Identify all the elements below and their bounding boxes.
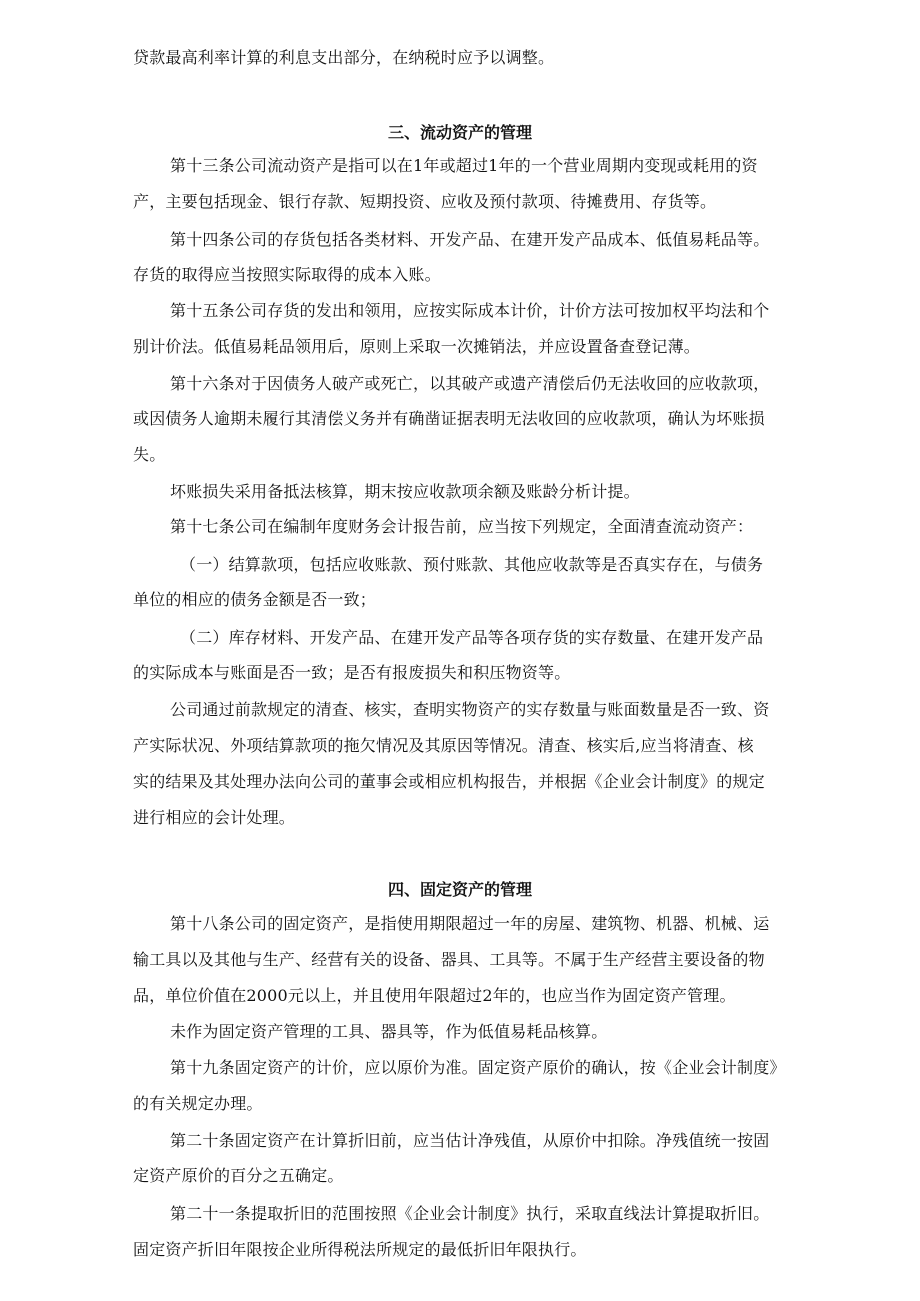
article-17-line: 第十七条公司在编制年度财务会计报告前，应当按下列规定，全面清查流动资产： [170,517,754,536]
article-18-line-3: 品，单位价值在2000元以上，并且使用年限超过2年的，也应当作为固定资产管理。 [133,986,736,1005]
article-14-line-1: 第十四条公司的存货包括各类材料、开发产品、在建开发产品成本、低值易耗品等。 [170,230,770,249]
article-16-line-2: 或因债务人逾期未履行其清偿义务并有确凿证据表明无法收回的应收款项，确认为坏账损 [133,409,765,428]
article-18-line-2: 输工具以及其他与生产、经营有关的设备、器具、工具等。不属于生产经营主要设备的物 [133,950,765,969]
article-13-line-1: 第十三条公司流动资产是指可以在1年或超过1年的一个营业周期内变现或耗用的资 [170,156,758,175]
section-4-heading: 四、固定资产的管理 [387,880,532,899]
article-21-line-2: 固定资产折旧年限按企业所得税法所规定的最低折旧年限执行。 [133,1240,587,1259]
article-14-line-2: 存货的取得应当按照实际取得的成本入账。 [133,265,441,284]
section-3-heading: 三、流动资产的管理 [387,123,532,142]
item-1-line-2: 单位的相应的债务金额是否一致； [133,590,377,609]
article-20-line-1: 第二十条固定资产在计算折旧前，应当估计净残值，从原价中扣除。净残值统一按固 [170,1131,770,1150]
article-19-line-2: 的有关规定办理。 [133,1094,263,1113]
low-value-line: 未作为固定资产管理的工具、器具等，作为低值易耗品核算。 [170,1022,608,1041]
carryover-line: 贷款最高利率计算的利息支出部分，在纳税时应予以调整。 [133,48,555,67]
item-2-line-1: （二）库存材料、开发产品、在建开发产品等各项存货的实存数量、在建开发产品 [180,628,764,647]
verify-line-3: 实的结果及其处理办法向公司的董事会或相应机构报告，并根据《企业会计制度》的规定 [133,772,765,791]
article-15-line-1: 第十五条公司存货的发出和领用，应按实际成本计价，计价方法可按加权平均法和个 [170,301,770,320]
item-2-line-2: 的实际成本与账面是否一致；是否有报废损失和积压物资等。 [133,663,571,682]
verify-line-4: 进行相应的会计处理。 [133,808,296,827]
article-16-line-1: 第十六条对于因债务人破产或死亡，以其破产或遗产清偿后仍无法收回的应收款项， [170,374,770,393]
article-20-line-2: 定资产原价的百分之五确定。 [133,1166,344,1185]
article-16-line-3: 失。 [133,445,166,464]
verify-line-1: 公司通过前款规定的清查、核实，查明实物资产的实存数量与账面数量是否一致、资 [170,700,770,719]
article-13-line-2: 产，主要包括现金、银行存款、短期投资、应收及预付款项、待摊费用、存货等。 [133,192,717,211]
article-21-line-1: 第二十一条提取折旧的范围按照《企业会计制度》执行，采取直线法计算提取折旧。 [170,1204,770,1223]
article-18-line-1: 第十八条公司的固定资产，是指使用期限超过一年的房屋、建筑物、机器、机械、运 [170,914,770,933]
bad-debt-line: 坏账损失采用备抵法核算，期末按应收款项余额及账龄分析计提。 [170,482,640,501]
item-1-line-1: （一）结算款项，包括应收账款、预付账款、其他应收款等是否真实存在，与债务 [180,555,764,574]
article-19-line-1: 第十九条固定资产的计价，应以原价为准。固定资产原价的确认，按《企业会计制度》 [170,1058,786,1077]
verify-line-2: 产实际状况、外项结算款项的拖欠情况及其原因等情况。清查、核实后,应当将清查、核 [133,736,754,755]
article-15-line-2: 别计价法。低值易耗品领用后，原则上采取一次摊销法，并应设置备查登记薄。 [133,337,701,356]
